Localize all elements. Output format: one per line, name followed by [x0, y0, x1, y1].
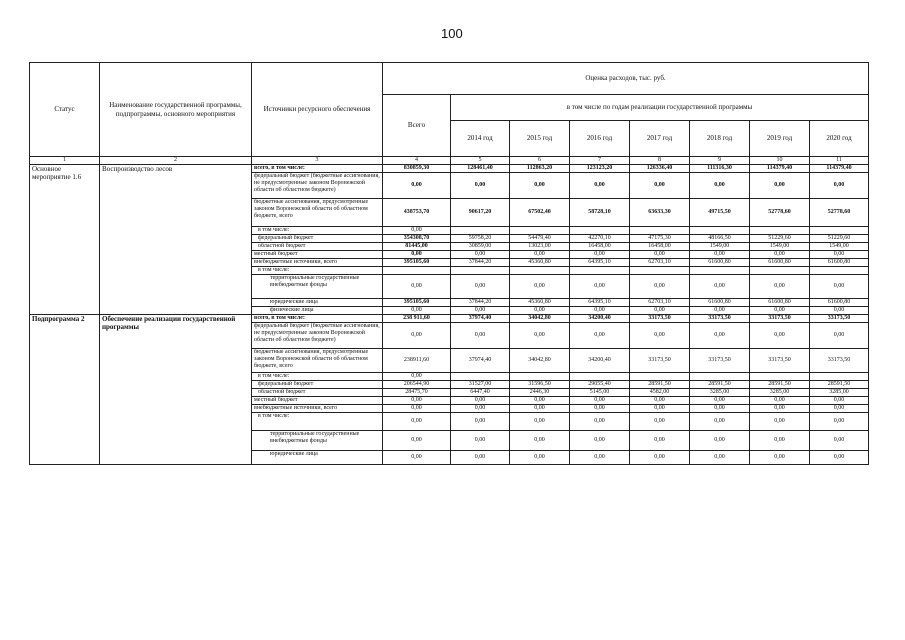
value-cell: 67502,40	[510, 199, 570, 227]
value-cell: 0,00	[750, 397, 810, 405]
value-cell	[570, 373, 630, 381]
value-cell: 33173,50	[810, 315, 869, 323]
value-cell: 0,00	[451, 451, 510, 465]
value-cell: 1549,00	[690, 243, 750, 251]
value-cell: 0,00	[510, 431, 570, 451]
value-cell: 28591,50	[810, 381, 869, 389]
value-cell: 54479,40	[510, 235, 570, 243]
source-cell: внебюджетные источники, всего	[252, 259, 383, 267]
value-cell: 0,00	[570, 413, 630, 431]
value-cell: 0,00	[690, 405, 750, 413]
source-cell: физические лица	[252, 307, 383, 315]
value-cell: 0,00	[810, 397, 869, 405]
value-cell: 0,00	[750, 251, 810, 259]
value-cell: 58728,10	[570, 199, 630, 227]
value-cell: 81445,00	[383, 243, 451, 251]
value-cell: 0,00	[383, 275, 451, 299]
value-cell: 0,00	[383, 405, 451, 413]
value-cell	[750, 267, 810, 275]
value-cell: 0,00	[630, 307, 690, 315]
value-cell	[510, 373, 570, 381]
value-cell: 6447,40	[451, 389, 510, 397]
column-number: 10	[750, 157, 810, 165]
value-cell: 0,00	[810, 307, 869, 315]
value-cell: 0,00	[570, 451, 630, 465]
value-cell: 0,00	[570, 173, 630, 199]
value-cell: 0,00	[810, 413, 869, 431]
value-cell: 126336,40	[630, 165, 690, 173]
value-cell: 238 911,60	[383, 315, 451, 323]
value-cell: 3285,00	[810, 389, 869, 397]
value-cell: 34200,40	[570, 349, 630, 373]
value-cell	[630, 373, 690, 381]
column-number: 1	[30, 157, 100, 165]
value-cell: 0,00	[510, 307, 570, 315]
value-cell: 0,00	[750, 173, 810, 199]
source-cell: всего, в том числе:	[252, 165, 383, 173]
value-cell: 0,00	[451, 251, 510, 259]
value-cell: 90617,20	[451, 199, 510, 227]
row-name: Воспроизводство лесов	[100, 165, 252, 315]
value-cell: 16458,00	[570, 243, 630, 251]
value-cell: 42270,10	[570, 235, 630, 243]
value-cell: 62703,10	[630, 299, 690, 307]
value-cell: 0,00	[810, 173, 869, 199]
column-number: 11	[810, 157, 869, 165]
value-cell: 61600,80	[690, 299, 750, 307]
column-number: 6	[510, 157, 570, 165]
value-cell: 0,00	[570, 431, 630, 451]
value-cell: 0,00	[510, 405, 570, 413]
value-cell: 0,00	[750, 323, 810, 349]
value-cell: 0,00	[383, 227, 451, 235]
value-cell: 395105,60	[383, 259, 451, 267]
value-cell: 4582,00	[630, 389, 690, 397]
value-cell: 61600,80	[750, 299, 810, 307]
value-cell: 0,00	[690, 431, 750, 451]
header-year: 2020 год	[810, 121, 869, 157]
value-cell: 45360,80	[510, 299, 570, 307]
value-cell: 0,00	[570, 307, 630, 315]
header-sources: Источники ресурсного обеспечения	[252, 63, 383, 157]
column-number: 7	[570, 157, 630, 165]
value-cell: 0,00	[810, 451, 869, 465]
header-year: 2016 год	[570, 121, 630, 157]
value-cell: 61600,80	[810, 259, 869, 267]
column-number: 3	[252, 157, 383, 165]
value-cell: 114379,40	[810, 165, 869, 173]
value-cell: 0,00	[570, 323, 630, 349]
source-cell: местный бюджет	[252, 251, 383, 259]
value-cell: 0,00	[690, 307, 750, 315]
value-cell: 0,00	[570, 251, 630, 259]
value-cell: 0,00	[690, 173, 750, 199]
row-status: Подпрограмма 2	[30, 315, 100, 465]
value-cell: 0,00	[570, 397, 630, 405]
value-cell	[690, 373, 750, 381]
source-cell: юридические лица	[252, 299, 383, 307]
value-cell: 0,00	[810, 431, 869, 451]
value-cell: 0,00	[810, 323, 869, 349]
value-cell: 52778,60	[750, 199, 810, 227]
value-cell: 0,00	[451, 275, 510, 299]
value-cell: 1549,00	[750, 243, 810, 251]
value-cell: 0,00	[383, 397, 451, 405]
value-cell: 63633,30	[630, 199, 690, 227]
value-cell: 0,00	[383, 251, 451, 259]
header-year: 2017 год	[630, 121, 690, 157]
source-cell: бюджетные ассигнования, предусмотренные законом Воронежской области об областном бюджете, всего	[252, 199, 383, 227]
source-cell: бюджетные ассигнования, предусмотренные законом Воронежской области об областном бюджете, всего	[252, 349, 383, 373]
header-estimate: Оценка расходов, тыс. руб.	[383, 63, 869, 95]
value-cell	[690, 227, 750, 235]
value-cell: 0,00	[630, 405, 690, 413]
value-cell: 0,00	[810, 405, 869, 413]
value-cell: 0,00	[690, 413, 750, 431]
value-cell: 0,00	[451, 323, 510, 349]
value-cell: 395105,60	[383, 299, 451, 307]
value-cell: 238911,60	[383, 349, 451, 373]
value-cell: 1549,00	[810, 243, 869, 251]
value-cell: 28591,50	[750, 381, 810, 389]
value-cell	[810, 373, 869, 381]
value-cell: 0,00	[570, 405, 630, 413]
table-row	[30, 165, 869, 173]
value-cell: 0,00	[451, 173, 510, 199]
source-cell: в том числе:	[252, 227, 383, 235]
value-cell	[810, 227, 869, 235]
value-cell: 48166,50	[690, 235, 750, 243]
value-cell: 33173,50	[690, 315, 750, 323]
value-cell: 0,00	[750, 431, 810, 451]
value-cell: 61600,80	[690, 259, 750, 267]
value-cell: 0,00	[383, 413, 451, 431]
value-cell: 34042,80	[510, 349, 570, 373]
value-cell: 13023,00	[510, 243, 570, 251]
value-cell: 0,00	[451, 405, 510, 413]
value-cell: 112863,20	[510, 165, 570, 173]
column-number: 8	[630, 157, 690, 165]
value-cell: 59758,20	[451, 235, 510, 243]
value-cell: 49715,50	[690, 199, 750, 227]
value-cell: 61600,80	[810, 299, 869, 307]
value-cell: 51229,60	[810, 235, 869, 243]
value-cell	[630, 227, 690, 235]
value-cell	[510, 267, 570, 275]
value-cell: 0,00	[510, 323, 570, 349]
value-cell: 0,00	[690, 323, 750, 349]
source-cell: юридические лица	[252, 451, 383, 465]
value-cell: 0,00	[570, 275, 630, 299]
value-cell: 123123,20	[570, 165, 630, 173]
value-cell	[750, 373, 810, 381]
value-cell: 30859,00	[451, 243, 510, 251]
source-cell: в том числе:	[252, 373, 383, 381]
header-name: Наименование государственной программы, подпрограммы, основного мероприятия	[100, 63, 252, 157]
value-cell	[570, 227, 630, 235]
value-cell: 354308,70	[383, 235, 451, 243]
value-cell: 0,00	[750, 275, 810, 299]
header-status: Статус	[30, 63, 100, 157]
value-cell: 830859,30	[383, 165, 451, 173]
source-cell: федеральный бюджет (бюджетные ассигнования, не предусмотренные законом Воронежской области об областном бюджете)	[252, 173, 383, 199]
value-cell: 33173,50	[750, 315, 810, 323]
header-year: 2019 год	[750, 121, 810, 157]
value-cell: 0,00	[451, 397, 510, 405]
value-cell: 0,00	[451, 307, 510, 315]
value-cell: 28475,70	[383, 389, 451, 397]
value-cell: 0,00	[383, 307, 451, 315]
value-cell: 37844,20	[451, 259, 510, 267]
value-cell	[630, 267, 690, 275]
value-cell: 61600,80	[750, 259, 810, 267]
value-cell: 33173,50	[690, 349, 750, 373]
value-cell: 0,00	[810, 251, 869, 259]
value-cell: 0,00	[630, 275, 690, 299]
value-cell: 0,00	[690, 451, 750, 465]
value-cell: 0,00	[510, 397, 570, 405]
value-cell: 28591,50	[690, 381, 750, 389]
value-cell	[690, 267, 750, 275]
value-cell: 0,00	[690, 251, 750, 259]
value-cell: 0,00	[750, 307, 810, 315]
value-cell: 3285,00	[690, 389, 750, 397]
value-cell: 0,00	[750, 405, 810, 413]
value-cell: 0,00	[510, 275, 570, 299]
value-cell: 0,00	[510, 251, 570, 259]
value-cell: 0,00	[383, 173, 451, 199]
column-number: 2	[100, 157, 252, 165]
value-cell: 33173,50	[810, 349, 869, 373]
source-cell: федеральный бюджет	[252, 381, 383, 389]
value-cell: 29055,40	[570, 381, 630, 389]
header-total: Всего	[383, 95, 451, 157]
value-cell: 16458,00	[630, 243, 690, 251]
value-cell: 62703,10	[630, 259, 690, 267]
value-cell: 47175,30	[630, 235, 690, 243]
value-cell: 0,00	[630, 431, 690, 451]
value-cell: 0,00	[690, 275, 750, 299]
value-cell: 0,00	[451, 413, 510, 431]
value-cell: 0,00	[383, 451, 451, 465]
value-cell: 0,00	[750, 413, 810, 431]
page-number: 100	[441, 26, 463, 41]
row-name: Обеспечение реализации государственной программы	[100, 315, 252, 465]
value-cell: 0,00	[630, 323, 690, 349]
value-cell: 31527,00	[451, 381, 510, 389]
value-cell: 0,00	[383, 323, 451, 349]
source-cell: местный бюджет	[252, 397, 383, 405]
value-cell: 206544,90	[383, 381, 451, 389]
source-cell: федеральный бюджет	[252, 235, 383, 243]
header-year: 2014 год	[451, 121, 510, 157]
header-year: 2018 год	[690, 121, 750, 157]
value-cell	[810, 267, 869, 275]
value-cell: 28591,50	[630, 381, 690, 389]
table-body	[30, 165, 869, 465]
value-cell: 33173,50	[630, 349, 690, 373]
value-cell	[570, 267, 630, 275]
source-cell: областной бюджет	[252, 389, 383, 397]
value-cell	[750, 227, 810, 235]
value-cell	[510, 227, 570, 235]
value-cell: 0,00	[510, 451, 570, 465]
column-number: 5	[451, 157, 510, 165]
value-cell: 37844,20	[451, 299, 510, 307]
value-cell: 52778,60	[810, 199, 869, 227]
value-cell: 0,00	[451, 431, 510, 451]
value-cell: 33173,50	[750, 349, 810, 373]
source-cell: территориальные государственные внебюджетные фонды	[252, 275, 383, 299]
source-cell: в том числе:	[252, 413, 383, 431]
source-cell: в том числе:	[252, 267, 383, 275]
value-cell: 0,00	[630, 451, 690, 465]
value-cell: 0,00	[630, 413, 690, 431]
value-cell: 34200,40	[570, 315, 630, 323]
value-cell: 0,00	[630, 251, 690, 259]
value-cell: 64395,10	[570, 259, 630, 267]
source-cell: всего, в том числе:	[252, 315, 383, 323]
value-cell: 114379,40	[750, 165, 810, 173]
value-cell: 31596,50	[510, 381, 570, 389]
value-cell: 0,00	[690, 397, 750, 405]
value-cell: 0,00	[630, 173, 690, 199]
value-cell: 111316,30	[690, 165, 750, 173]
header-by-years: в том числе по годам реализации государственной программы	[451, 95, 869, 121]
value-cell: 64395,10	[570, 299, 630, 307]
value-cell: 0,00	[630, 397, 690, 405]
value-cell: 0,00	[383, 373, 451, 381]
value-cell: 0,00	[510, 173, 570, 199]
value-cell: 0,00	[383, 431, 451, 451]
header-year: 2015 год	[510, 121, 570, 157]
row-status: Основное мероприятие 1.6	[30, 165, 100, 315]
value-cell	[451, 267, 510, 275]
value-cell: 128461,40	[451, 165, 510, 173]
value-cell: 45360,80	[510, 259, 570, 267]
value-cell	[383, 267, 451, 275]
source-cell: внебюджетные источники, всего	[252, 405, 383, 413]
value-cell: 438753,70	[383, 199, 451, 227]
value-cell: 3285,00	[750, 389, 810, 397]
source-cell: федеральный бюджет (бюджетные ассигнования, не предусмотренные законом Воронежской области об областном бюджете)	[252, 323, 383, 349]
value-cell: 34042,80	[510, 315, 570, 323]
value-cell: 0,00	[510, 413, 570, 431]
value-cell: 0,00	[750, 451, 810, 465]
value-cell: 51229,60	[750, 235, 810, 243]
value-cell	[451, 373, 510, 381]
value-cell: 37974,40	[451, 349, 510, 373]
column-numbers-row	[30, 157, 869, 165]
budget-table	[29, 62, 869, 465]
table-row	[30, 315, 869, 323]
value-cell	[451, 227, 510, 235]
value-cell: 37974,40	[451, 315, 510, 323]
column-number: 4	[383, 157, 451, 165]
source-cell: областной бюджет	[252, 243, 383, 251]
value-cell: 5145,00	[570, 389, 630, 397]
value-cell: 2446,30	[510, 389, 570, 397]
value-cell: 0,00	[810, 275, 869, 299]
source-cell: территориальные государственные внебюджетные фонды	[252, 431, 383, 451]
column-number: 9	[690, 157, 750, 165]
value-cell: 33173,50	[630, 315, 690, 323]
